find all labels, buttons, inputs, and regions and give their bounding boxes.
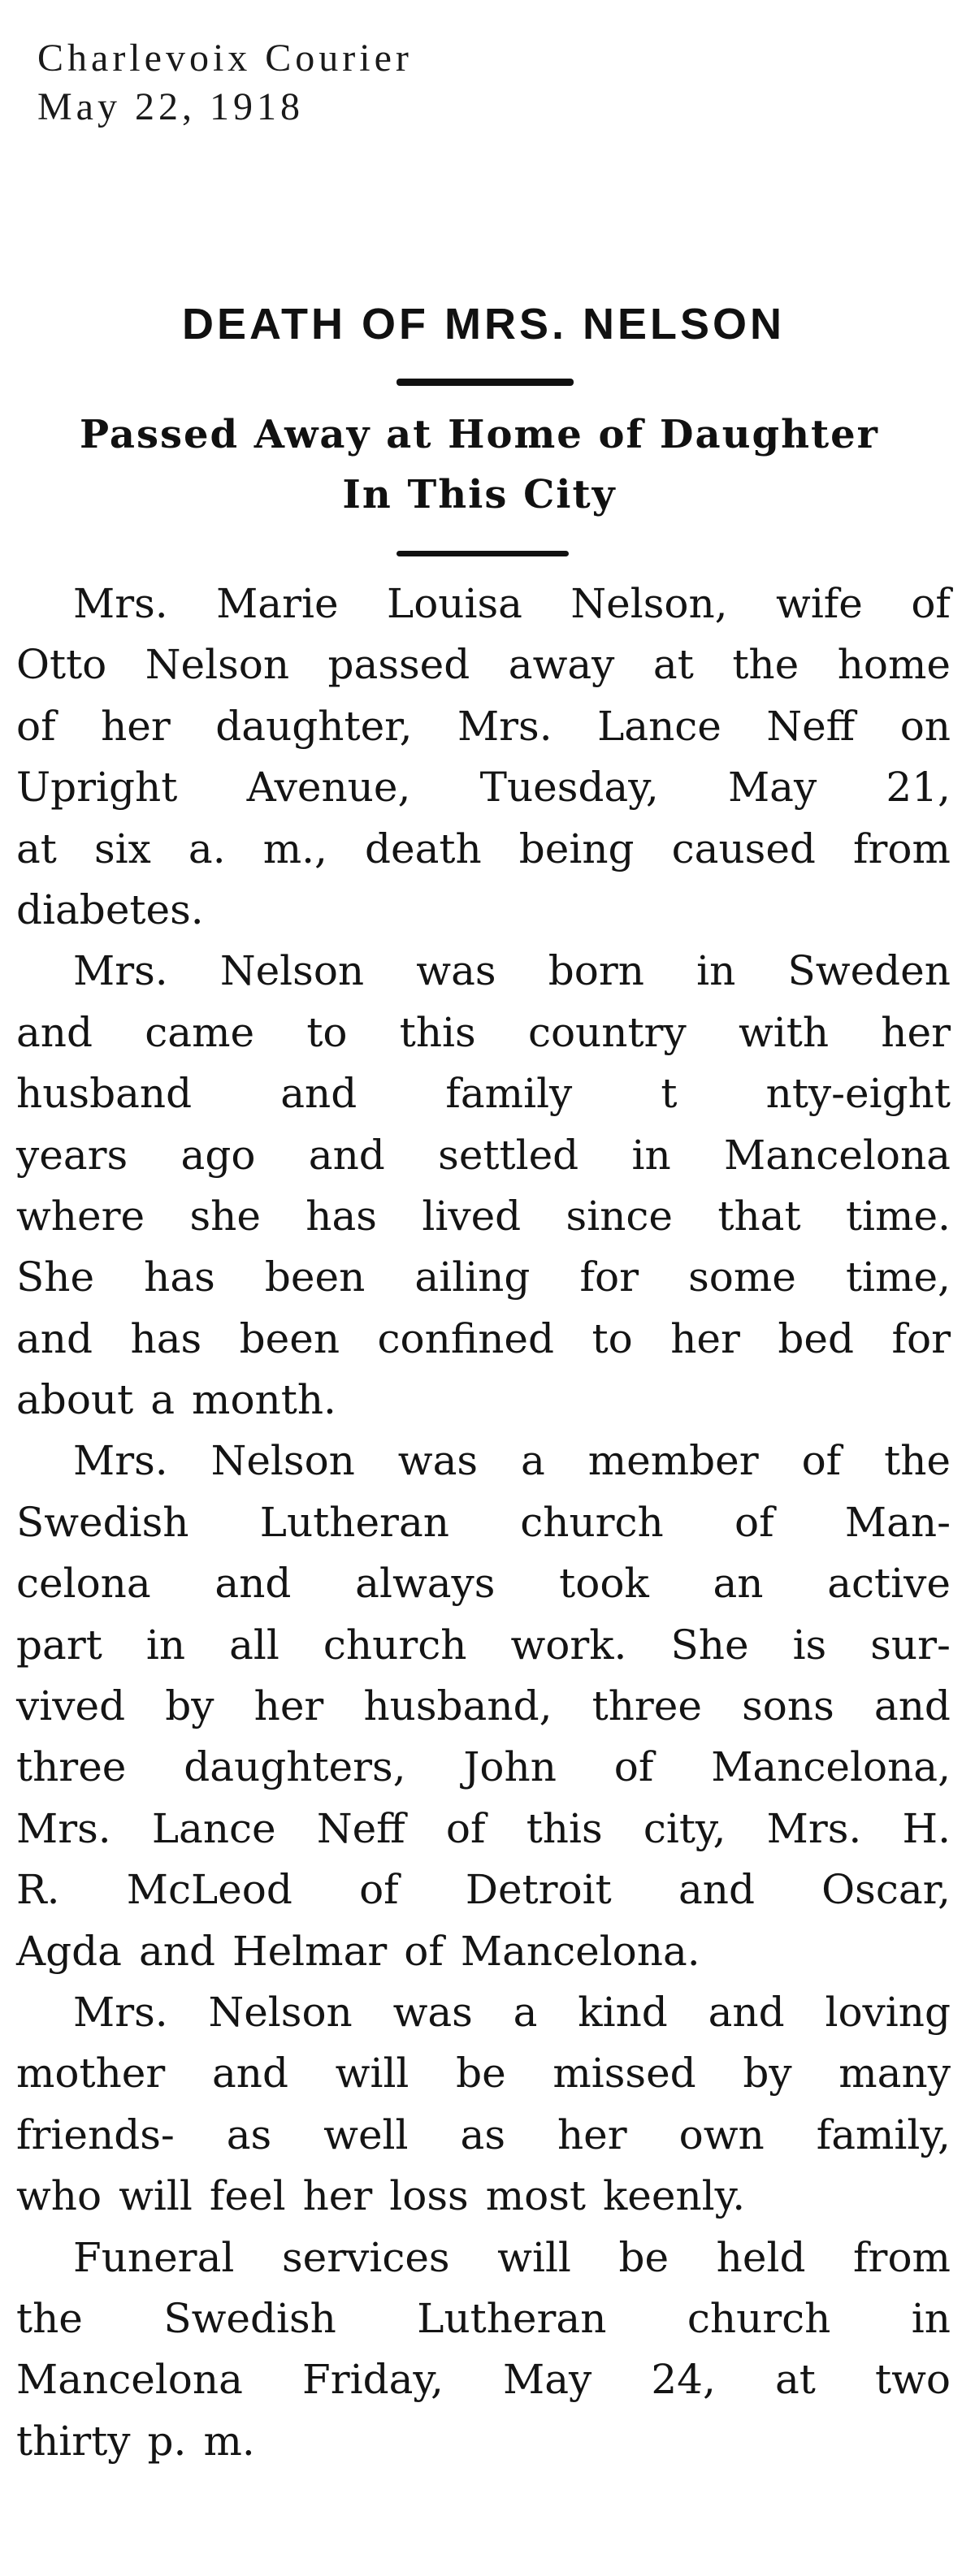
article-paragraph [16, 941, 951, 1431]
article-line: Upright Avenue, Tuesday, May 21, [16, 764, 951, 812]
article-line: about a month. [16, 1376, 336, 1424]
article-line: at six a. m., death being caused from [16, 825, 951, 872]
article-line: three daughters, John of Mancelona, [16, 1743, 951, 1791]
article-line: mother and will be missed by many [16, 2050, 951, 2098]
article-line: thirty p. m. [16, 2417, 255, 2465]
article-body [16, 574, 951, 2472]
article-line: Mrs. Nelson was born in Sweden [73, 947, 951, 995]
subheadline [0, 405, 959, 525]
article-line: where she has lived since that time. [16, 1192, 951, 1240]
article-line: of her daughter, Mrs. Lance Neff on [16, 702, 951, 750]
newspaper-name: Charlevoix Courier [37, 37, 413, 80]
source-note [37, 34, 413, 132]
article-line: Otto Nelson passed away at the home [16, 641, 951, 689]
article-line: Mancelona Friday, May 24, at two [16, 2356, 951, 2404]
article-line: Agda and Helmar of Mancelona. [16, 1927, 700, 1975]
article-paragraph [16, 1982, 951, 2227]
article-line: vived by her husband, three sons and [16, 1682, 951, 1730]
article-line: Swedish Lutheran church of Man- [16, 1498, 951, 1546]
article-line: friends- as well as her own family, [16, 2111, 951, 2158]
article-line: R. McLeod of Detroit and Oscar, [16, 1866, 951, 1914]
article-line: She has been ailing for some time, [16, 1253, 951, 1301]
article-line: husband and family t nty-eight [16, 1070, 951, 1118]
subheadline-line-1: Passed Away at Home of Daughter [80, 412, 879, 457]
article-line: who will feel her loss most keenly. [16, 2172, 746, 2220]
article-paragraph [16, 574, 951, 941]
subheadline-divider [396, 551, 569, 556]
article-line: Mrs. Nelson was a kind and loving [73, 1988, 951, 2036]
article-paragraph [16, 2227, 951, 2473]
headline: DEATH OF MRS. NELSON [181, 300, 785, 349]
article-line: Funeral services will be held from [73, 2233, 951, 2281]
article-line: diabetes. [16, 885, 204, 933]
article-line: part in all church work. She is sur- [16, 1621, 951, 1669]
article-line: and has been confined to her bed for [16, 1314, 951, 1362]
article-line: the Swedish Lutheran church in [16, 2294, 951, 2342]
article-line: Mrs. Nelson was a member of the [73, 1437, 951, 1485]
publication-date: May 22, 1918 [37, 85, 304, 128]
headline-divider [396, 379, 574, 386]
article-line: and came to this country with her [16, 1008, 951, 1056]
article-line: celona and always took an active [16, 1560, 951, 1608]
article-line: Mrs. Marie Louisa Nelson, wife of [73, 580, 951, 627]
article-line: years ago and settled in Mancelona [16, 1131, 951, 1179]
subheadline-line-2: In This City [342, 472, 617, 517]
article-paragraph [16, 1431, 951, 1982]
article-line: Mrs. Lance Neff of this city, Mrs. H. [16, 1804, 951, 1852]
